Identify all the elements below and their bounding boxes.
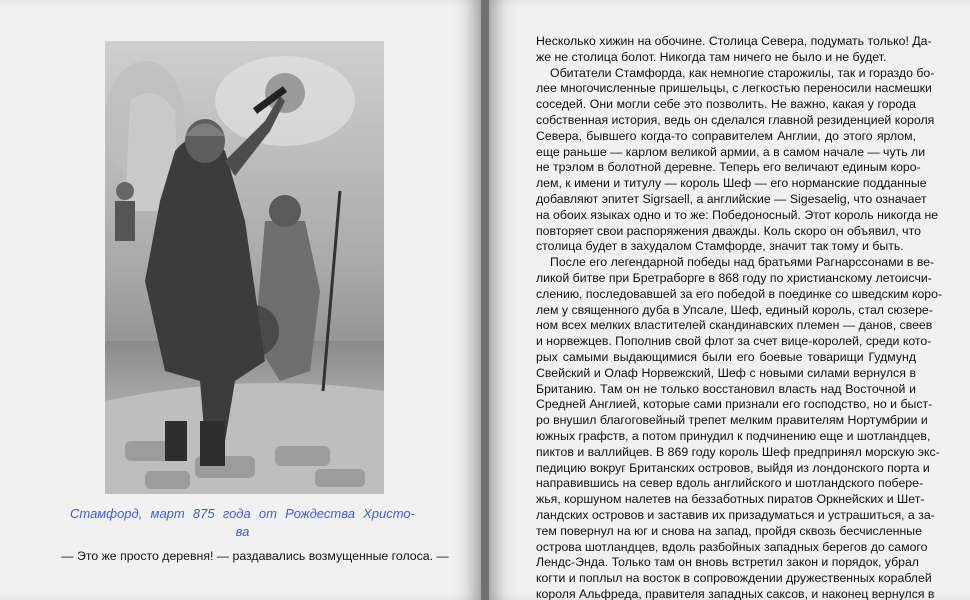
- text-line: острова шотландцев, вдоль разбойных западных берегов до самого: [536, 539, 928, 554]
- text-line: Свейский и Олаф Норвежский, Шеф с новыми силами вернулся в: [536, 365, 916, 380]
- text-line: пиктов и валлийцев. В 869 году король Шеф предпринял морскую экс-: [536, 444, 940, 459]
- text-line: повторяет свои распоряжения дважды. Коль скоро он объявил, что: [536, 223, 921, 238]
- text-line: рых самыми выдающимися были его боевые товарищи Гудмунд: [536, 349, 916, 364]
- text-line: ландских островов и заставив их призадуматься и устрашиться, а за-: [536, 507, 935, 522]
- text-line: Британию. Там он не только восстановил власть над Восточной и: [536, 381, 916, 396]
- text-line: направившись на север вдоль английского и шотландского побере-: [536, 476, 924, 491]
- text-line: же не столица болот. Никогда там ничего не было и не будет.: [536, 49, 887, 64]
- text-line: Средней Англией, которые сами признали его господство, но и быст-: [536, 397, 933, 412]
- text-line: не трэлом в болотной деревне. Теперь его величают единым коро-: [536, 160, 921, 175]
- caption-line: ва: [235, 524, 250, 539]
- text-line: когти и поплыл на восток в сопровождении дружественных кораблей: [536, 571, 932, 586]
- text-line: и норвежцев. Пополнив свой флот за счет вице-королей, среди кото-: [536, 334, 932, 349]
- dialogue-line: — Это же просто деревня! — раздавались возмущенные голоса. —: [61, 549, 449, 563]
- text-line: столица будет в захудалом Стамфорде, значит так тому и быть.: [536, 239, 904, 254]
- text-line: Лендс-Энда. Только там он вновь встретил закон и порядок, убрал: [536, 555, 919, 570]
- caption-line: Стамфорд, март 875 года от Рождества Христо-: [70, 506, 415, 521]
- text-line: лем у священного дуба в Упсале, Шеф, единый король, стал сюзере-: [536, 302, 933, 317]
- text-line: тем повернул на юг и снова на запад, пройдя сквозь бесчисленные: [536, 523, 922, 538]
- text-line: собственная история, ведь он сделался главной резиденцией короля: [536, 112, 935, 127]
- text-line: добавляют эпитет Sigrsaell, а английские — Sigesaelig, что означает: [536, 191, 927, 206]
- text-line: на обоих языках одно и то же: Победоносный. Этот король никогда не: [536, 207, 939, 222]
- text-line: лем, к имени и титулу — король Шеф — его норманские подданные: [536, 176, 927, 191]
- text-line: короля Альфреда, правителя западных саксов, и наконец вернулся в: [536, 586, 935, 600]
- book-gutter: [481, 0, 489, 600]
- right-page: [489, 0, 970, 600]
- text-line: слению, последовавшей за его победой в поединке со шведским коро-: [536, 286, 943, 301]
- body-text: [536, 34, 943, 600]
- text-line: Обитатели Стамфорда, как немногие старожилы, так и гораздо бо-: [550, 65, 935, 80]
- illustration-caption: [70, 505, 415, 541]
- text-line: ликой битве при Бретраборге в 868 году по христианскому летоисчи-: [536, 270, 932, 285]
- text-line: После его легендарной победы над братьями Рагнарссонами в ве-: [550, 255, 935, 270]
- text-line: жья, коршуном налетев на беззаботных пиратов Оркнейских и Шет-: [536, 492, 925, 507]
- text-line: еще раньше — карлом великой армии, а в самом начале — чуть ли: [536, 144, 926, 159]
- text-line: ном всех мелких властителей скандинавских племен — данов, свеев: [536, 318, 933, 333]
- text-line: лее многочисленные пришельцы, с легкостью переносили насмешки: [536, 81, 932, 96]
- left-page: [0, 0, 481, 600]
- text-line: педицию вокруг Британских островов, выйдя из лондонского порта и: [536, 460, 930, 475]
- text-line: ро внушил благоговейный трепет мелким правителям Нортумбрии и: [536, 413, 928, 428]
- viking-illustration: [105, 41, 384, 494]
- text-line: Несколько хижин на обочине. Столица Севера, подумать только! Да-: [536, 34, 932, 48]
- text-line: соседей. Они могли себе это позволить. Не важно, какая у города: [536, 97, 916, 112]
- text-line: Севера, бывшего когда-то соправителем Англии, до этого ярлом,: [536, 128, 916, 143]
- text-line: южных графств, а потом принудил к подчинению еще и шотландцев,: [536, 428, 931, 443]
